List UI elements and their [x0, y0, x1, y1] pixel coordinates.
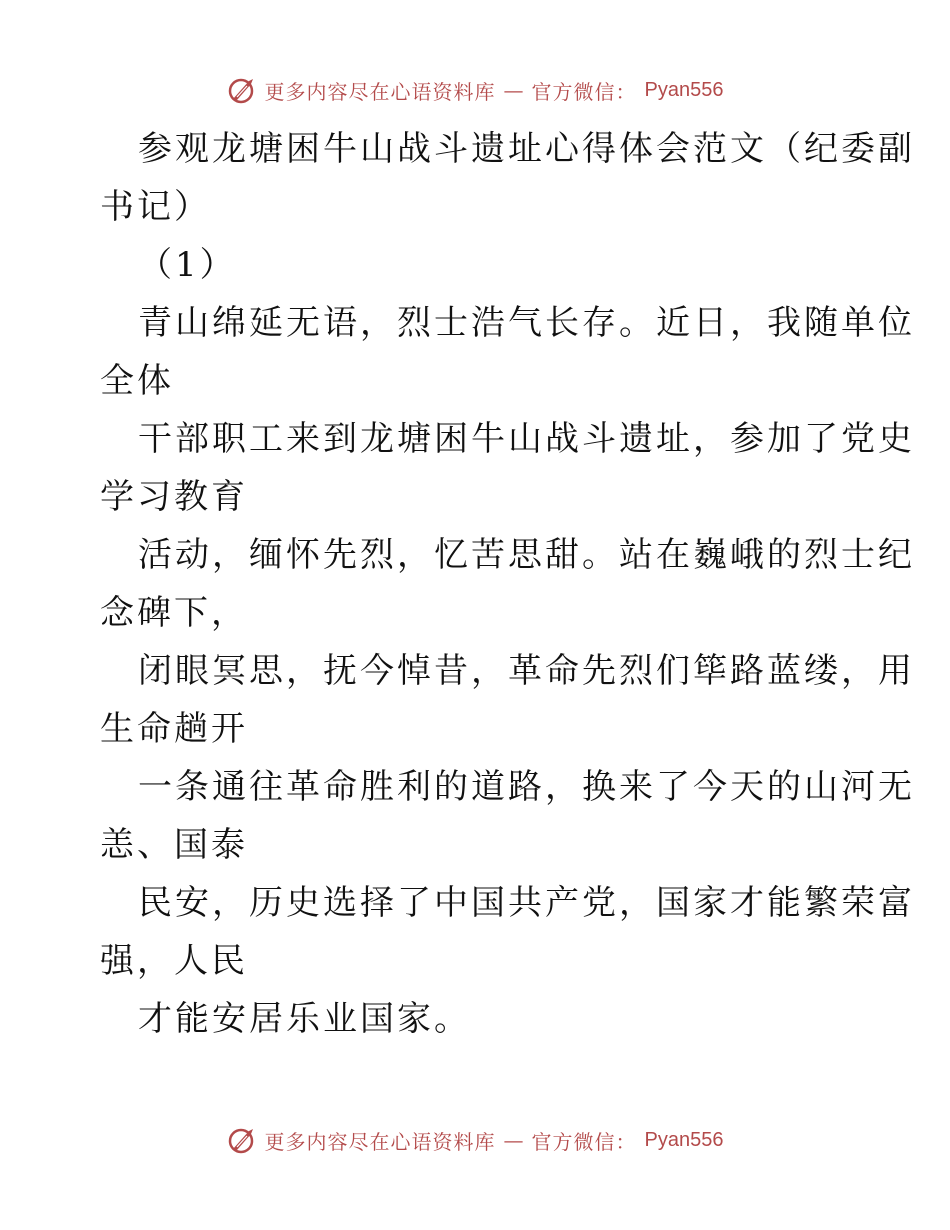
paragraph-line: 强，人民: [100, 941, 248, 981]
header-banner-text: 更多内容尽在心语资料库: [264, 79, 496, 104]
footer-banner-separator: —: [503, 1128, 524, 1152]
paragraph-line: 一条通往革命胜利的道路，换来了今天的山河无: [138, 767, 915, 807]
footer-wechat-label: 官方微信：: [531, 1129, 637, 1154]
footer-wechat-id: Pyan556: [644, 1128, 724, 1151]
header-banner-inner: [227, 75, 724, 105]
header-wechat-id: Pyan556: [644, 78, 724, 101]
section-number: （1）: [138, 245, 237, 285]
paragraph-line: 民安，历史选择了中国共产党，国家才能繁荣富: [138, 883, 915, 923]
paragraph-line: 才能安居乐业国家。: [138, 999, 471, 1039]
doc-title-line-1: 参观龙塘困牛山战斗遗址心得体会范文（纪委副: [138, 129, 915, 169]
paragraph-line: 闭眼冥思，抚今悼昔，革命先烈们筚路蓝缕，用: [138, 651, 915, 691]
paragraph-line: 青山绵延无语，烈士浩气长存。近日，我随单位: [138, 303, 915, 343]
quill-pen-logo-icon: [227, 1125, 257, 1155]
footer-banner: [0, 1120, 950, 1160]
quill-pen-logo-icon: [227, 75, 257, 105]
header-wechat-label: 官方微信：: [531, 79, 637, 104]
paragraph-line: 学习教育: [100, 477, 248, 517]
paragraph-line: 恙、国泰: [100, 825, 248, 865]
footer-banner-text: 更多内容尽在心语资料库: [264, 1129, 496, 1154]
document-body: [100, 120, 915, 1048]
paragraph-line: 干部职工来到龙塘困牛山战斗遗址，参加了党史: [138, 419, 915, 459]
paragraph-line: 生命趟开: [100, 709, 248, 749]
footer-banner-inner: [227, 1125, 724, 1155]
header-banner: [0, 70, 950, 110]
paragraph-line: 念碑下，: [100, 593, 248, 633]
paragraph-line: 活动，缅怀先烈，忆苦思甜。站在巍峨的烈士纪: [138, 535, 915, 575]
header-banner-separator: —: [503, 78, 524, 102]
doc-title-line-2: 书记）: [100, 187, 211, 227]
paragraph-line: 全体: [100, 361, 174, 401]
